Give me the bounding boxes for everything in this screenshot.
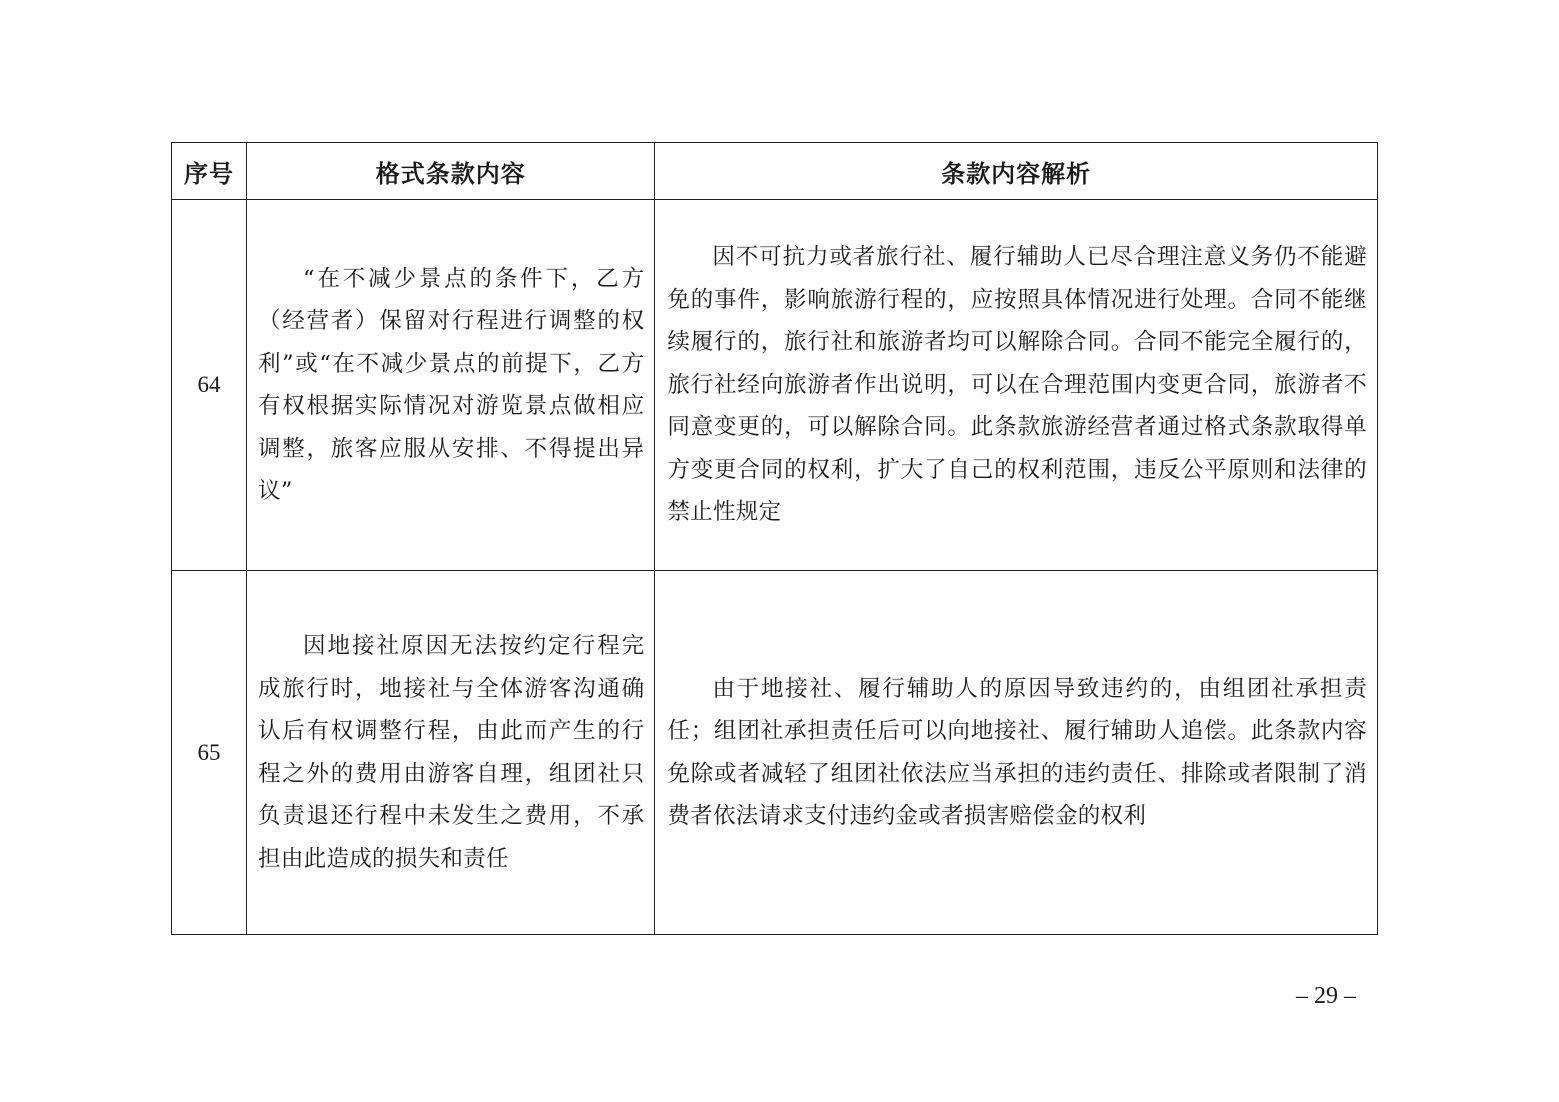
clause-cell	[247, 571, 655, 935]
row-number: 65	[172, 571, 247, 935]
row-number: 64	[172, 200, 247, 571]
header-number: 序号	[172, 143, 247, 200]
clause-table	[171, 142, 1378, 935]
page-number: – 29 –	[1296, 983, 1356, 1009]
table-row	[172, 200, 1378, 571]
analysis-cell	[655, 200, 1378, 571]
header-clause: 格式条款内容	[247, 143, 655, 200]
header-analysis: 条款内容解析	[655, 143, 1378, 200]
clause-text: “在不减少景点的条件下，乙方（经营者）保留对行程进行调整的权利”或“在不减少景点的前提下，乙方有权根据实际情况对游览景点做相应调整，旅客应服从安排、不得提出异议”	[258, 265, 645, 504]
clause-cell	[247, 200, 655, 571]
analysis-cell	[655, 571, 1378, 935]
analysis-text: 由于地接社、履行辅助人的原因导致违约的，由组团社承担责任；组团社承担责任后可以向地接社、履行辅助人追偿。此条款内容免除或者减轻了组团社依法应当承担的违约责任、排除或者限制了消费者依法请求支付违约金或者损害赔偿金的权利	[667, 675, 1367, 829]
table-row	[172, 571, 1378, 935]
analysis-text: 因不可抗力或者旅行社、履行辅助人已尽合理注意义务仍不能避免的事件，影响旅游行程的，应按照具体情况进行处理。合同不能继续履行的，旅行社和旅游者均可以解除合同。合同不能完全履行的，旅行社经向旅游者作出说明，可以在合理范围内变更合同，旅游者不同意变更的，可以解除合同。此条款旅游经营者通过格式条款取得单方变更合同的权利，扩大了自己的权利范围，违反公平原则和法律的禁止性规定	[667, 244, 1367, 526]
table-header-row	[172, 143, 1378, 200]
clause-text: 因地接社原因无法按约定行程完成旅行时，地接社与全体游客沟通确认后有权调整行程，由此而产生的行程之外的费用由游客自理，组团社只负责退还行程中未发生之费用，不承担由此造成的损失和责任	[258, 633, 645, 872]
